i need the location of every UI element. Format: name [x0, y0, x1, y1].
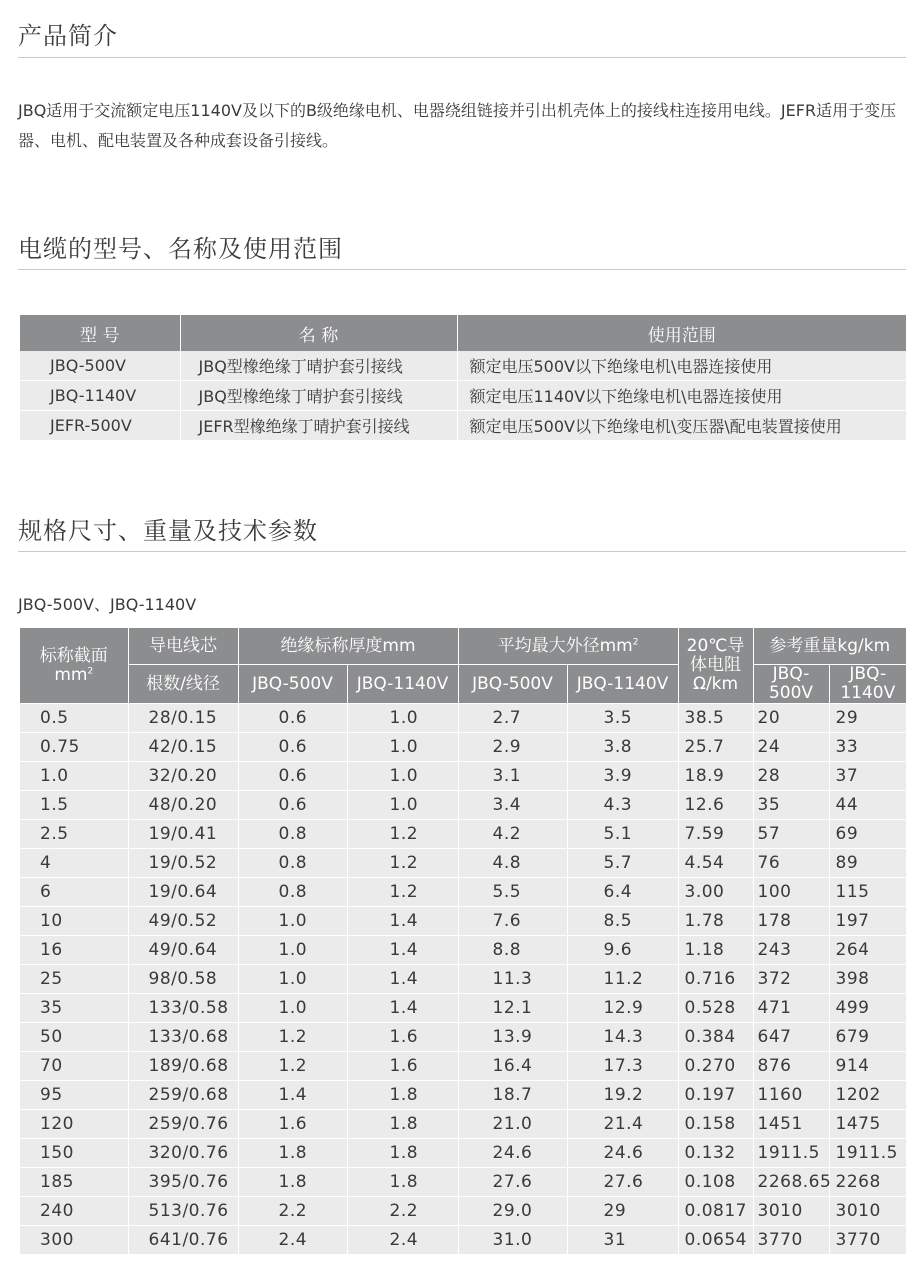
weight-1140v-cell: 29 — [829, 704, 906, 733]
diameter-500v-cell: 13.9 — [458, 1023, 567, 1052]
conductor-cell: 49/0.52 — [128, 907, 238, 936]
resistance-cell: 0.384 — [678, 1023, 753, 1052]
conductor-cell: 395/0.76 — [128, 1168, 238, 1197]
diameter-500v-cell: 29.0 — [458, 1197, 567, 1226]
insulation-1140v-cell: 1.2 — [347, 878, 458, 907]
conductor-cell: 189/0.68 — [128, 1052, 238, 1081]
header-diameter: 平均最大外径$mm^2$ — [458, 628, 678, 665]
diameter-500v-cell: 12.1 — [458, 994, 567, 1023]
diameter-1140v-cell: 24.6 — [567, 1139, 678, 1168]
diameter-1140v-cell: 12.9 — [567, 994, 678, 1023]
insulation-1140v-cell: 1.0 — [347, 762, 458, 791]
conductor-cell: 32/0.20 — [128, 762, 238, 791]
name-cell: JEFR型橡绝缘丁晴护套引接线 — [180, 411, 457, 441]
conductor-cell: 49/0.64 — [128, 936, 238, 965]
diameter-500v-cell: 3.4 — [458, 791, 567, 820]
conductor-cell: 98/0.58 — [128, 965, 238, 994]
insulation-1140v-cell: 1.4 — [347, 965, 458, 994]
weight-1140v-cell: 914 — [829, 1052, 906, 1081]
insulation-1140v-cell: 2.2 — [347, 1197, 458, 1226]
insulation-500v-cell: 0.8 — [238, 820, 347, 849]
insulation-500v-cell: 0.6 — [238, 704, 347, 733]
model-cell: JEFR-500V — [20, 411, 180, 441]
weight-1140v-cell: 69 — [829, 820, 906, 849]
weight-500v-cell: 100 — [753, 878, 829, 907]
table-row — [20, 1226, 906, 1255]
table-row — [20, 704, 906, 733]
cross-section-cell: 16 — [20, 936, 128, 965]
insulation-1140v-cell: 1.6 — [347, 1052, 458, 1081]
diameter-500v-cell: 18.7 — [458, 1081, 567, 1110]
cross-section-cell: 120 — [20, 1110, 128, 1139]
diameter-500v-cell: 31.0 — [458, 1226, 567, 1255]
header-cross-section — [20, 628, 128, 704]
table-row — [20, 733, 906, 762]
diameter-1140v-cell: 11.2 — [567, 965, 678, 994]
cross-section-cell: 150 — [20, 1139, 128, 1168]
intro-text: JBQ适用于交流额定电压1140V及以下的B级绝缘电机、电器绕组链接并引出机壳体上的接线柱连接用电线。JEFR适用于变压器、电机、配电装置及各种成套设备引接线。 — [18, 101, 897, 150]
diameter-1140v-cell: 6.4 — [567, 878, 678, 907]
weight-500v-cell: 3770 — [753, 1226, 829, 1255]
weight-500v-cell: 647 — [753, 1023, 829, 1052]
conductor-cell: 133/0.68 — [128, 1023, 238, 1052]
weight-1140v-cell: 264 — [829, 936, 906, 965]
specs-subtitle: JBQ-500V、JBQ-1140V — [18, 595, 197, 614]
weight-500v-cell: 1160 — [753, 1081, 829, 1110]
header-resistance: 20℃导 体电阻 Ω/km — [678, 628, 753, 704]
insulation-500v-cell: 2.4 — [238, 1226, 347, 1255]
insulation-1140v-cell: 1.4 — [347, 994, 458, 1023]
diameter-500v-cell: 2.7 — [458, 704, 567, 733]
header-weight-1140v: JBQ- 1140V — [829, 665, 906, 704]
diameter-1140v-cell: 19.2 — [567, 1081, 678, 1110]
table-row — [20, 1110, 906, 1139]
table-row — [20, 1052, 906, 1081]
insulation-500v-cell: 1.0 — [238, 965, 347, 994]
weight-1140v-cell: 499 — [829, 994, 906, 1023]
header-conductor-sub: 根数/线径 — [128, 665, 238, 704]
insulation-1140v-cell: 2.4 — [347, 1226, 458, 1255]
weight-500v-cell: 57 — [753, 820, 829, 849]
table-row — [20, 820, 906, 849]
cross-section-cell: 6 — [20, 878, 128, 907]
table-row — [20, 1168, 906, 1197]
cross-section-cell: 185 — [20, 1168, 128, 1197]
diameter-500v-cell: 27.6 — [458, 1168, 567, 1197]
diameter-1140v-cell: 5.1 — [567, 820, 678, 849]
insulation-500v-cell: 1.2 — [238, 1023, 347, 1052]
conductor-cell: 19/0.52 — [128, 849, 238, 878]
resistance-cell: 0.270 — [678, 1052, 753, 1081]
table-row — [20, 381, 906, 411]
conductor-cell: 133/0.58 — [128, 994, 238, 1023]
cross-section-cell: 1.5 — [20, 791, 128, 820]
cross-section-cell: 2.5 — [20, 820, 128, 849]
name-cell: JBQ型橡绝缘丁晴护套引接线 — [180, 351, 457, 381]
diameter-1140v-cell: 3.9 — [567, 762, 678, 791]
resistance-cell: 0.716 — [678, 965, 753, 994]
weight-500v-cell: 20 — [753, 704, 829, 733]
header-conductor: 导电线芯 — [128, 628, 238, 665]
resistance-cell: 3.00 — [678, 878, 753, 907]
table-row — [20, 994, 906, 1023]
insulation-1140v-cell: 1.0 — [347, 791, 458, 820]
cross-section-cell: 1.0 — [20, 762, 128, 791]
header-insulation: 绝缘标称厚度mm — [238, 628, 458, 665]
weight-1140v-cell: 3010 — [829, 1197, 906, 1226]
resistance-cell: 4.54 — [678, 849, 753, 878]
diameter-1140v-cell: 14.3 — [567, 1023, 678, 1052]
name-cell: JBQ型橡绝缘丁晴护套引接线 — [180, 381, 457, 411]
spec-header-row-1 — [20, 628, 906, 665]
table-row — [20, 1197, 906, 1226]
header-cross-section-label: 标称截面 — [39, 645, 108, 666]
diameter-500v-cell: 11.3 — [458, 965, 567, 994]
table-row — [20, 1023, 906, 1052]
table-row — [20, 965, 906, 994]
cross-section-cell: 70 — [20, 1052, 128, 1081]
header-name: 名 称 — [180, 315, 457, 351]
diameter-500v-cell: 8.8 — [458, 936, 567, 965]
weight-1140v-cell: 1911.5 — [829, 1139, 906, 1168]
diameter-500v-cell: 5.5 — [458, 878, 567, 907]
conductor-cell: 48/0.20 — [128, 791, 238, 820]
insulation-1140v-cell: 1.8 — [347, 1081, 458, 1110]
intro-title: 产品简介 — [18, 22, 118, 50]
insulation-500v-cell: 1.4 — [238, 1081, 347, 1110]
weight-1140v-cell: 1475 — [829, 1110, 906, 1139]
resistance-cell: 0.0817 — [678, 1197, 753, 1226]
insulation-1140v-cell: 1.2 — [347, 820, 458, 849]
cross-section-cell: 35 — [20, 994, 128, 1023]
diameter-1140v-cell: 5.7 — [567, 849, 678, 878]
table-row — [20, 411, 906, 441]
insulation-1140v-cell: 1.0 — [347, 733, 458, 762]
weight-1140v-cell: 1202 — [829, 1081, 906, 1110]
weight-1140v-cell: 197 — [829, 907, 906, 936]
cross-section-cell: 300 — [20, 1226, 128, 1255]
table-row — [20, 849, 906, 878]
insulation-1140v-cell: 1.4 — [347, 936, 458, 965]
weight-1140v-cell: 33 — [829, 733, 906, 762]
conductor-cell: 28/0.15 — [128, 704, 238, 733]
models-title: 电缆的型号、名称及使用范围 — [18, 235, 343, 263]
resistance-cell: 38.5 — [678, 704, 753, 733]
model-table — [20, 315, 906, 441]
insulation-1140v-cell: 1.2 — [347, 849, 458, 878]
table-row — [20, 1081, 906, 1110]
model-cell: JBQ-500V — [20, 351, 180, 381]
insulation-500v-cell: 1.2 — [238, 1052, 347, 1081]
diameter-500v-cell: 16.4 — [458, 1052, 567, 1081]
model-cell: JBQ-1140V — [20, 381, 180, 411]
weight-500v-cell: 2268.65 — [753, 1168, 829, 1197]
insulation-500v-cell: 1.0 — [238, 907, 347, 936]
conductor-cell: 259/0.76 — [128, 1110, 238, 1139]
cross-section-cell: 50 — [20, 1023, 128, 1052]
table-row — [20, 936, 906, 965]
resistance-cell: 0.132 — [678, 1139, 753, 1168]
weight-1140v-cell: 44 — [829, 791, 906, 820]
diameter-1140v-cell: 17.3 — [567, 1052, 678, 1081]
weight-500v-cell: 28 — [753, 762, 829, 791]
table-row — [20, 1139, 906, 1168]
weight-500v-cell: 876 — [753, 1052, 829, 1081]
weight-500v-cell: 372 — [753, 965, 829, 994]
header-insulation-500v: JBQ-500V — [238, 665, 347, 704]
weight-500v-cell: 178 — [753, 907, 829, 936]
resistance-cell: 0.197 — [678, 1081, 753, 1110]
insulation-500v-cell: 0.8 — [238, 878, 347, 907]
insulation-1140v-cell: 1.8 — [347, 1168, 458, 1197]
insulation-500v-cell: 0.6 — [238, 762, 347, 791]
diameter-1140v-cell: 3.8 — [567, 733, 678, 762]
resistance-cell: 1.18 — [678, 936, 753, 965]
weight-500v-cell: 1911.5 — [753, 1139, 829, 1168]
model-table-header — [20, 315, 906, 351]
resistance-cell: 0.158 — [678, 1110, 753, 1139]
weight-1140v-cell: 2268 — [829, 1168, 906, 1197]
weight-500v-cell: 24 — [753, 733, 829, 762]
conductor-cell: 19/0.41 — [128, 820, 238, 849]
diameter-500v-cell: 21.0 — [458, 1110, 567, 1139]
table-row — [20, 791, 906, 820]
weight-1140v-cell: 37 — [829, 762, 906, 791]
resistance-cell: 12.6 — [678, 791, 753, 820]
header-weight: 参考重量kg/km — [753, 628, 906, 665]
conductor-cell: 42/0.15 — [128, 733, 238, 762]
weight-500v-cell: 1451 — [753, 1110, 829, 1139]
insulation-500v-cell: 1.0 — [238, 936, 347, 965]
weight-1140v-cell: 3770 — [829, 1226, 906, 1255]
usage-cell: 额定电压1140V以下绝缘电机\电器连接使用 — [457, 381, 906, 411]
weight-1140v-cell: 679 — [829, 1023, 906, 1052]
cross-section-cell: 95 — [20, 1081, 128, 1110]
header-diameter-1140v: JBQ-1140V — [567, 665, 678, 704]
diameter-1140v-cell: 21.4 — [567, 1110, 678, 1139]
weight-500v-cell: 3010 — [753, 1197, 829, 1226]
insulation-500v-cell: 0.8 — [238, 849, 347, 878]
resistance-cell: 7.59 — [678, 820, 753, 849]
insulation-500v-cell: 1.8 — [238, 1139, 347, 1168]
conductor-cell: 641/0.76 — [128, 1226, 238, 1255]
usage-cell: 额定电压500V以下绝缘电机\电器连接使用 — [457, 351, 906, 381]
diameter-500v-cell: 2.9 — [458, 733, 567, 762]
header-insulation-1140v: JBQ-1140V — [347, 665, 458, 704]
models-divider — [18, 269, 906, 270]
specs-divider — [18, 551, 906, 552]
conductor-cell: 19/0.64 — [128, 878, 238, 907]
insulation-500v-cell: 0.6 — [238, 791, 347, 820]
cross-section-cell: 0.5 — [20, 704, 128, 733]
diameter-1140v-cell: 31 — [567, 1226, 678, 1255]
diameter-1140v-cell: 29 — [567, 1197, 678, 1226]
cross-section-cell: 10 — [20, 907, 128, 936]
diameter-1140v-cell: 8.5 — [567, 907, 678, 936]
header-weight-500v: JBQ- 500V — [753, 665, 829, 704]
insulation-1140v-cell: 1.8 — [347, 1110, 458, 1139]
conductor-cell: 320/0.76 — [128, 1139, 238, 1168]
specs-title: 规格尺寸、重量及技术参数 — [18, 517, 318, 545]
conductor-cell: 513/0.76 — [128, 1197, 238, 1226]
diameter-500v-cell: 4.8 — [458, 849, 567, 878]
table-row — [20, 907, 906, 936]
header-model: 型 号 — [20, 315, 180, 351]
cross-section-cell: 240 — [20, 1197, 128, 1226]
table-row — [20, 878, 906, 907]
usage-cell: 额定电压500V以下绝缘电机\变压器\配电装置接使用 — [457, 411, 906, 441]
resistance-cell: 0.108 — [678, 1168, 753, 1197]
diameter-500v-cell: 3.1 — [458, 762, 567, 791]
weight-500v-cell: 35 — [753, 791, 829, 820]
weight-500v-cell: 471 — [753, 994, 829, 1023]
diameter-1140v-cell: 27.6 — [567, 1168, 678, 1197]
spec-table — [20, 628, 906, 1255]
insulation-500v-cell: 1.8 — [238, 1168, 347, 1197]
resistance-cell: 0.528 — [678, 994, 753, 1023]
header-usage: 使用范围 — [457, 315, 906, 351]
weight-500v-cell: 243 — [753, 936, 829, 965]
cross-section-cell: 0.75 — [20, 733, 128, 762]
resistance-cell: 18.9 — [678, 762, 753, 791]
spec-header-row-2 — [20, 665, 906, 704]
diameter-1140v-cell: 9.6 — [567, 936, 678, 965]
cross-section-cell: 25 — [20, 965, 128, 994]
insulation-1140v-cell: 1.6 — [347, 1023, 458, 1052]
insulation-500v-cell: 1.0 — [238, 994, 347, 1023]
diameter-500v-cell: 7.6 — [458, 907, 567, 936]
diameter-500v-cell: 4.2 — [458, 820, 567, 849]
resistance-cell: 0.0654 — [678, 1226, 753, 1255]
cross-section-cell: 4 — [20, 849, 128, 878]
insulation-500v-cell: 2.2 — [238, 1197, 347, 1226]
insulation-1140v-cell: 1.4 — [347, 907, 458, 936]
header-diameter-500v: JBQ-500V — [458, 665, 567, 704]
table-row — [20, 351, 906, 381]
table-row — [20, 762, 906, 791]
header-cross-section-unit: $mm^2$ — [54, 664, 94, 685]
weight-500v-cell: 76 — [753, 849, 829, 878]
insulation-1140v-cell: 1.8 — [347, 1139, 458, 1168]
conductor-cell: 259/0.68 — [128, 1081, 238, 1110]
insulation-500v-cell: 0.6 — [238, 733, 347, 762]
weight-1140v-cell: 115 — [829, 878, 906, 907]
diameter-1140v-cell: 4.3 — [567, 791, 678, 820]
diameter-1140v-cell: 3.5 — [567, 704, 678, 733]
intro-divider — [18, 57, 906, 58]
weight-1140v-cell: 89 — [829, 849, 906, 878]
insulation-1140v-cell: 1.0 — [347, 704, 458, 733]
resistance-cell: 25.7 — [678, 733, 753, 762]
insulation-500v-cell: 1.6 — [238, 1110, 347, 1139]
weight-1140v-cell: 398 — [829, 965, 906, 994]
resistance-cell: 1.78 — [678, 907, 753, 936]
diameter-500v-cell: 24.6 — [458, 1139, 567, 1168]
